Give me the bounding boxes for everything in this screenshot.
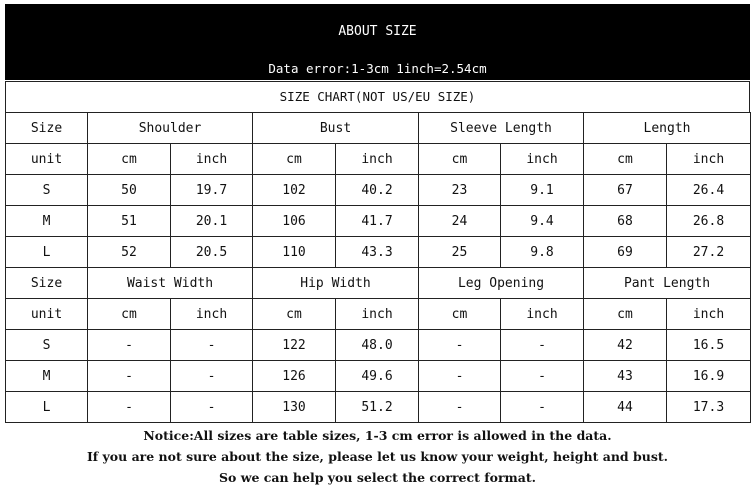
value-cell: -: [501, 361, 584, 392]
table-row: [6, 392, 751, 423]
unit-row: [6, 299, 751, 330]
unit-cell: inch: [336, 299, 419, 330]
notice-line-2: If you are not sure about the size, please let us know your weight, height and bust.: [86, 449, 669, 464]
page-title: ABOUT SIZE: [338, 24, 417, 39]
table-row: [6, 361, 751, 392]
group-header-cell: Hip Width: [253, 268, 419, 299]
unit-cell: cm: [253, 144, 336, 175]
value-cell: 110: [253, 237, 336, 268]
value-cell: 19.7: [171, 175, 253, 206]
value-cell: -: [171, 361, 253, 392]
group-header-cell: Leg Opening: [419, 268, 584, 299]
value-cell: 52: [88, 237, 171, 268]
unit-row: [6, 144, 751, 175]
unit-cell: inch: [171, 299, 253, 330]
value-cell: 42: [584, 330, 667, 361]
size-cell: S: [6, 330, 88, 361]
size-cell: M: [6, 206, 88, 237]
size-cell: L: [6, 392, 88, 423]
size-cell: M: [6, 361, 88, 392]
group-header-row: [6, 268, 751, 299]
value-cell: -: [501, 330, 584, 361]
table-row: [6, 237, 751, 268]
value-cell: 43.3: [336, 237, 419, 268]
value-cell: -: [419, 361, 501, 392]
value-cell: 44: [584, 392, 667, 423]
value-cell: 51: [88, 206, 171, 237]
group-header-cell: Length: [584, 113, 751, 144]
value-cell: 126: [253, 361, 336, 392]
header-banner: [5, 4, 750, 80]
size-header-cell: Size: [6, 113, 88, 144]
unit-cell: inch: [667, 299, 751, 330]
value-cell: -: [419, 392, 501, 423]
unit-cell: cm: [88, 144, 171, 175]
unit-cell: inch: [501, 144, 584, 175]
value-cell: 24: [419, 206, 501, 237]
unit-label-cell: unit: [6, 144, 88, 175]
value-cell: 49.6: [336, 361, 419, 392]
value-cell: -: [419, 330, 501, 361]
value-cell: 16.5: [667, 330, 751, 361]
value-cell: -: [88, 361, 171, 392]
value-cell: -: [501, 392, 584, 423]
unit-cell: inch: [667, 144, 751, 175]
table-row: [6, 175, 751, 206]
value-cell: 17.3: [667, 392, 751, 423]
unit-cell: cm: [419, 299, 501, 330]
value-cell: 9.1: [501, 175, 584, 206]
value-cell: -: [171, 330, 253, 361]
value-cell: 16.9: [667, 361, 751, 392]
group-header-cell: Pant Length: [584, 268, 751, 299]
value-cell: 43: [584, 361, 667, 392]
value-cell: 67: [584, 175, 667, 206]
value-cell: 27.2: [667, 237, 751, 268]
group-header-cell: Bust: [253, 113, 419, 144]
value-cell: 51.2: [336, 392, 419, 423]
value-cell: 40.2: [336, 175, 419, 206]
value-cell: 106: [253, 206, 336, 237]
group-header-cell: Sleeve Length: [419, 113, 584, 144]
unit-cell: cm: [584, 144, 667, 175]
unit-label-cell: unit: [6, 299, 88, 330]
value-cell: 102: [253, 175, 336, 206]
group-header-row: [6, 113, 751, 144]
value-cell: 26.8: [667, 206, 751, 237]
data-error-note: Data error:1-3cm 1inch=2.54cm: [268, 61, 487, 76]
unit-cell: inch: [336, 144, 419, 175]
notice-line-3: So we can help you select the correct format.: [218, 470, 536, 485]
notice-line-1: Notice:All sizes are table sizes, 1-3 cm error is allowed in the data.: [143, 428, 612, 443]
value-cell: 20.5: [171, 237, 253, 268]
value-cell: 9.4: [501, 206, 584, 237]
value-cell: 69: [584, 237, 667, 268]
value-cell: 68: [584, 206, 667, 237]
unit-cell: inch: [501, 299, 584, 330]
value-cell: 50: [88, 175, 171, 206]
size-cell: L: [6, 237, 88, 268]
unit-cell: inch: [171, 144, 253, 175]
value-cell: 122: [253, 330, 336, 361]
value-cell: 23: [419, 175, 501, 206]
group-header-cell: Shoulder: [88, 113, 253, 144]
size-header-cell: Size: [6, 268, 88, 299]
value-cell: 20.1: [171, 206, 253, 237]
value-cell: 25: [419, 237, 501, 268]
value-cell: 9.8: [501, 237, 584, 268]
value-cell: 130: [253, 392, 336, 423]
unit-cell: cm: [88, 299, 171, 330]
value-cell: -: [88, 330, 171, 361]
unit-cell: cm: [584, 299, 667, 330]
size-table: [5, 112, 751, 423]
value-cell: -: [171, 392, 253, 423]
value-cell: -: [88, 392, 171, 423]
group-header-cell: Waist Width: [88, 268, 253, 299]
value-cell: 41.7: [336, 206, 419, 237]
unit-cell: cm: [253, 299, 336, 330]
table-row: [6, 330, 751, 361]
value-cell: 26.4: [667, 175, 751, 206]
table-row: [6, 206, 751, 237]
size-cell: S: [6, 175, 88, 206]
size-chart-title: SIZE CHART(NOT US/EU SIZE): [5, 81, 750, 112]
value-cell: 48.0: [336, 330, 419, 361]
unit-cell: cm: [419, 144, 501, 175]
